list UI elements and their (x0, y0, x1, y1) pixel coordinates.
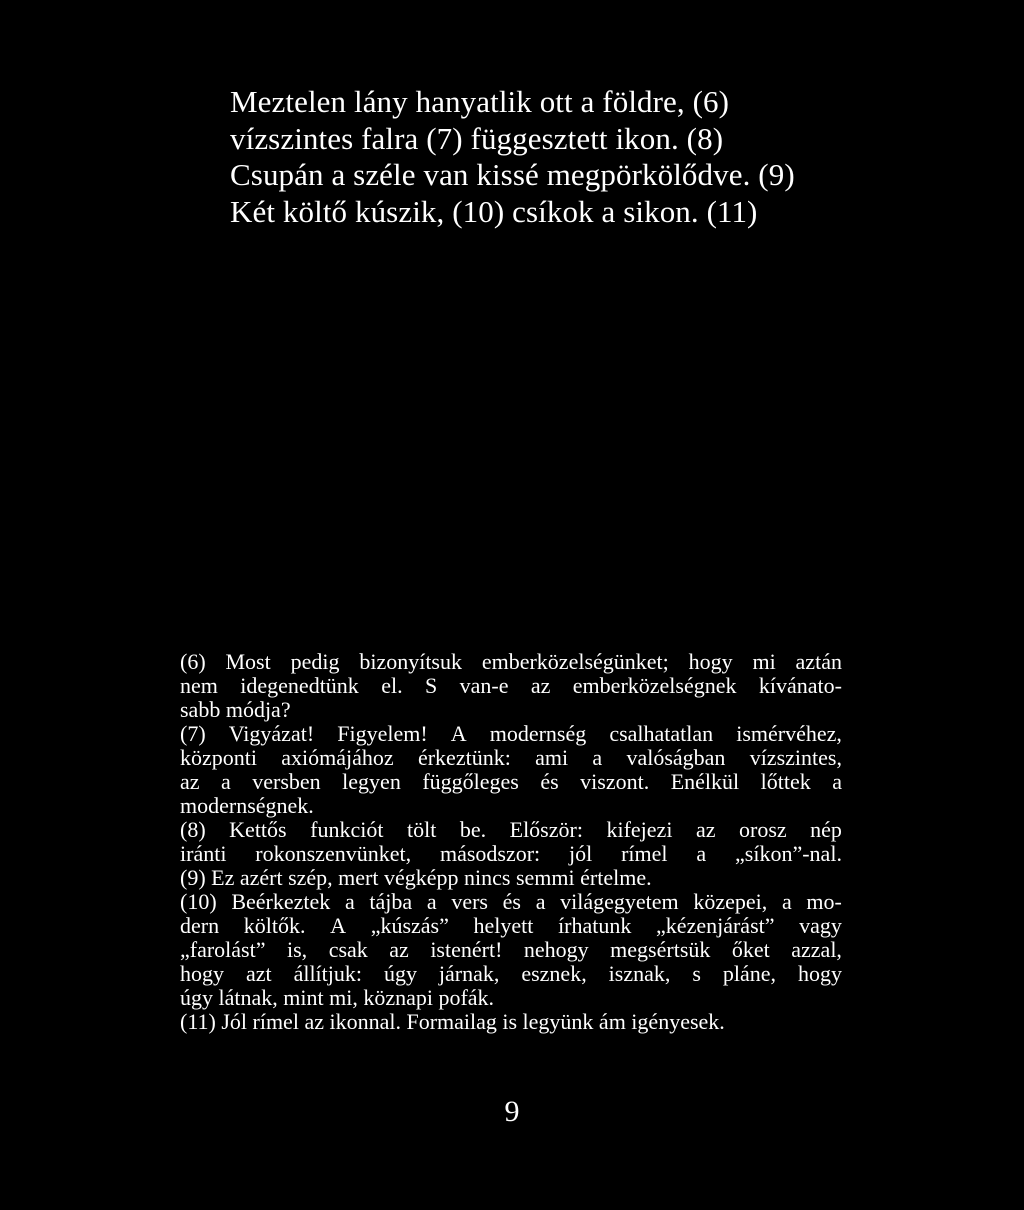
footnote-line: iránti rokonszenvünket, másodszor: jól rímel a „síkon”-nal. (180, 841, 842, 866)
footnote-line: modernségnek. (180, 793, 314, 818)
footnote-line: (7) Vigyázat! Figyelem! A modernség csalhatatlan ismérvéhez, (180, 721, 842, 746)
footnote-line: (10) Beérkeztek a tájba a vers és a világegyetem közepei, a mo- (180, 889, 842, 914)
footnote-line: sabb módja? (180, 697, 291, 722)
footnote-line: (9) Ez azért szép, mert végképp nincs semmi értelme. (180, 865, 652, 890)
footnote-line: hogy azt állítjuk: úgy járnak, esznek, isznak, s pláne, hogy (180, 961, 842, 986)
poem-line: Csupán a széle van kissé megpörkölődve. (9) (230, 157, 795, 192)
poem-line: vízszintes falra (7) függesztett ikon. (8) (230, 120, 724, 156)
footnote-line: nem idegenedtünk el. S van-e az emberközelségnek kívánato- (180, 673, 842, 698)
footnote-line: „farolást” is, csak az istenért! nehogy megsértsük őket azzal, (180, 937, 842, 962)
footnote-line: az a versben legyen függőleges és viszont. Enélkül lőttek a (180, 769, 842, 794)
footnote-line: (8) Kettős funkciót tölt be. Először: kifejezi az orosz nép (180, 817, 842, 842)
page-number: 9 (504, 1095, 520, 1128)
poem-line: Két költő kúszik, (10) csíkok a sikon. (11) (230, 193, 758, 229)
footnote-line: (11) Jól rímel az ikonnal. Formailag is legyünk ám igényesek. (180, 1009, 725, 1034)
footnote-line: úgy látnak, mint mi, köznapi pofák. (180, 985, 495, 1010)
footnotes (180, 650, 842, 1034)
poem-line: Meztelen lány hanyatlik ott a földre, (6) (230, 84, 730, 119)
poem-stanza (230, 84, 850, 230)
footnote-line: dern költők. A „kúszás” helyett írhatunk „kézenjárást” vagy (180, 913, 842, 938)
footnote-line: (6) Most pedig bizonyítsuk emberközelségünket; hogy mi aztán (180, 649, 842, 674)
footnote-line: központi axiómájához érkeztünk: ami a valóságban vízszintes, (180, 745, 842, 770)
